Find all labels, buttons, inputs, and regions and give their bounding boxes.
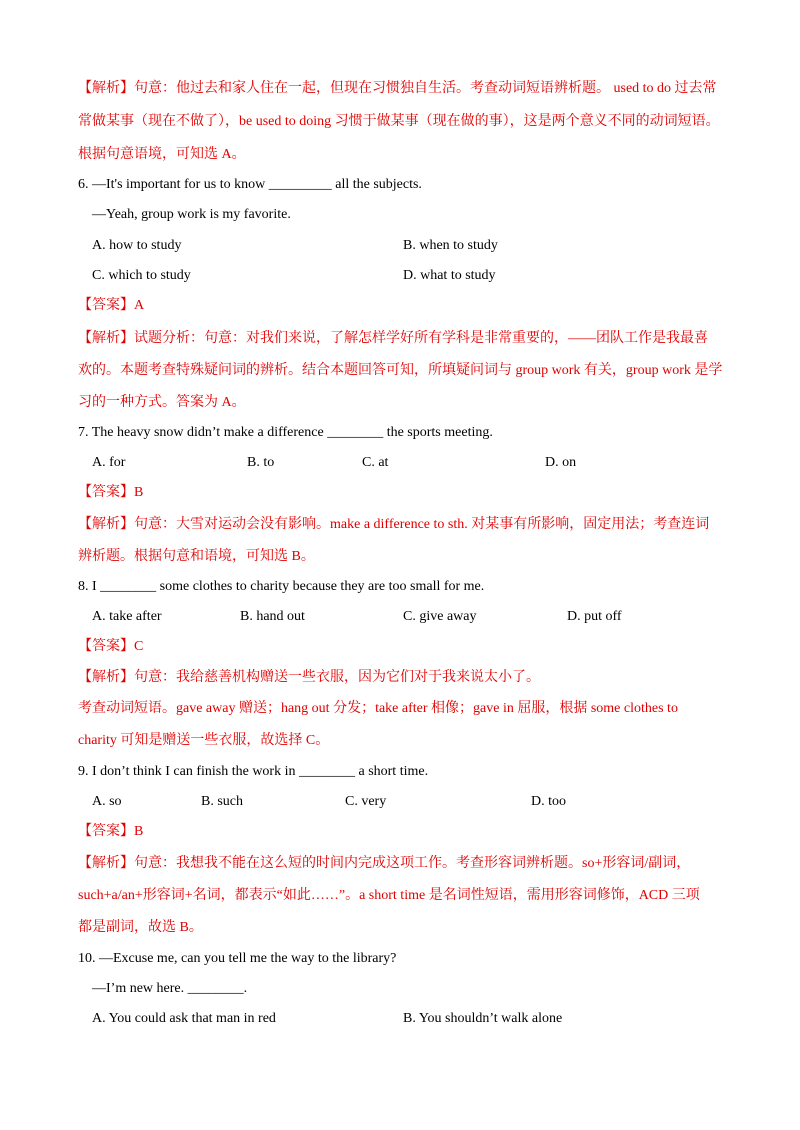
- option-d: D. on: [545, 455, 577, 470]
- analysis-line: charity 可知是赠送一些衣服，故选择 C。: [78, 733, 330, 748]
- option-b: B. when to study: [403, 238, 498, 253]
- answer-8: 【答案】C: [78, 639, 144, 654]
- analysis-line: 【解析】句意：大雪对运动会没有影响。make a difference to sth. 对某事有所影响，固定用法；考查连词: [78, 517, 710, 532]
- question-6: 6. —It's important for us to know _________ all the subjects.: [78, 177, 422, 192]
- option-d: D. too: [531, 794, 566, 809]
- analysis-line: 考查动词短语。gave away 赠送；hang out 分发；take after 相像；gave in 屈服，根据 some clothes to: [78, 701, 678, 716]
- answer-9: 【答案】B: [78, 824, 144, 839]
- analysis-line: 【解析】句意：我想我不能在这么短的时间内完成这项工作。考查形容词辨析题。so+形容词/副词，: [78, 856, 691, 871]
- answer-7: 【答案】B: [78, 485, 144, 500]
- question-9: 9. I don’t think I can finish the work in ________ a short time.: [78, 764, 429, 779]
- option-c: C. very: [345, 794, 387, 809]
- analysis-line: 常做某事（现在不做了），be used to doing 习惯于做某事（现在做的事），这是两个意义不同的动词短语。: [78, 114, 720, 129]
- analysis-line: 【解析】句意：他过去和家人住在一起，但现在习惯独自生活。考查动词短语辨析题。 used to do 过去常: [78, 81, 717, 96]
- option-a: A. take after: [92, 609, 162, 624]
- option-a: A. how to study: [92, 238, 182, 253]
- analysis-line: 辨析题。根据句意和语境，可知选 B。: [78, 549, 315, 564]
- analysis-line: 【解析】试题分析：句意：对我们来说，了解怎样学好所有学科是非常重要的，——团队工作是我最喜: [78, 331, 708, 346]
- option-b: B. such: [201, 794, 243, 809]
- option-c: C. which to study: [92, 268, 191, 283]
- analysis-line: 【解析】句意：我给慈善机构赠送一些衣服，因为它们对于我来说太小了。: [78, 670, 540, 685]
- option-d: D. put off: [567, 609, 622, 624]
- analysis-line: 都是副词，故选 B。: [78, 920, 203, 935]
- question-6-reply: —Yeah, group work is my favorite.: [92, 207, 291, 222]
- analysis-line: 习的一种方式。答案为 A。: [78, 395, 246, 410]
- question-10-reply: —I’m new here. ________.: [92, 981, 248, 996]
- question-8: 8. I ________ some clothes to charity because they are too small for me.: [78, 579, 485, 594]
- answer-6: 【答案】A: [78, 298, 145, 313]
- question-7: 7. The heavy snow didn’t make a difference ________ the sports meeting.: [78, 425, 493, 440]
- option-b: B. to: [247, 455, 275, 470]
- option-b: B. hand out: [240, 609, 305, 624]
- question-10: 10. —Excuse me, can you tell me the way to the library?: [78, 951, 397, 966]
- option-c: C. give away: [403, 609, 477, 624]
- option-a: A. You could ask that man in red: [92, 1011, 276, 1026]
- analysis-line: 根据句意语境，可知选 A。: [78, 147, 246, 162]
- option-d: D. what to study: [403, 268, 496, 283]
- analysis-line: 欢的。本题考查特殊疑问词的辨析。结合本题回答可知，所填疑问词与 group work 有关，group work 是学: [78, 363, 723, 378]
- analysis-line: such+a/an+形容词+名词，都表示“如此……”。a short time 是名词性短语，需用形容词修饰，ACD 三项: [78, 888, 700, 903]
- option-c: C. at: [362, 455, 389, 470]
- option-b: B. You shouldn’t walk alone: [403, 1011, 563, 1026]
- option-a: A. so: [92, 794, 122, 809]
- option-a: A. for: [92, 455, 126, 470]
